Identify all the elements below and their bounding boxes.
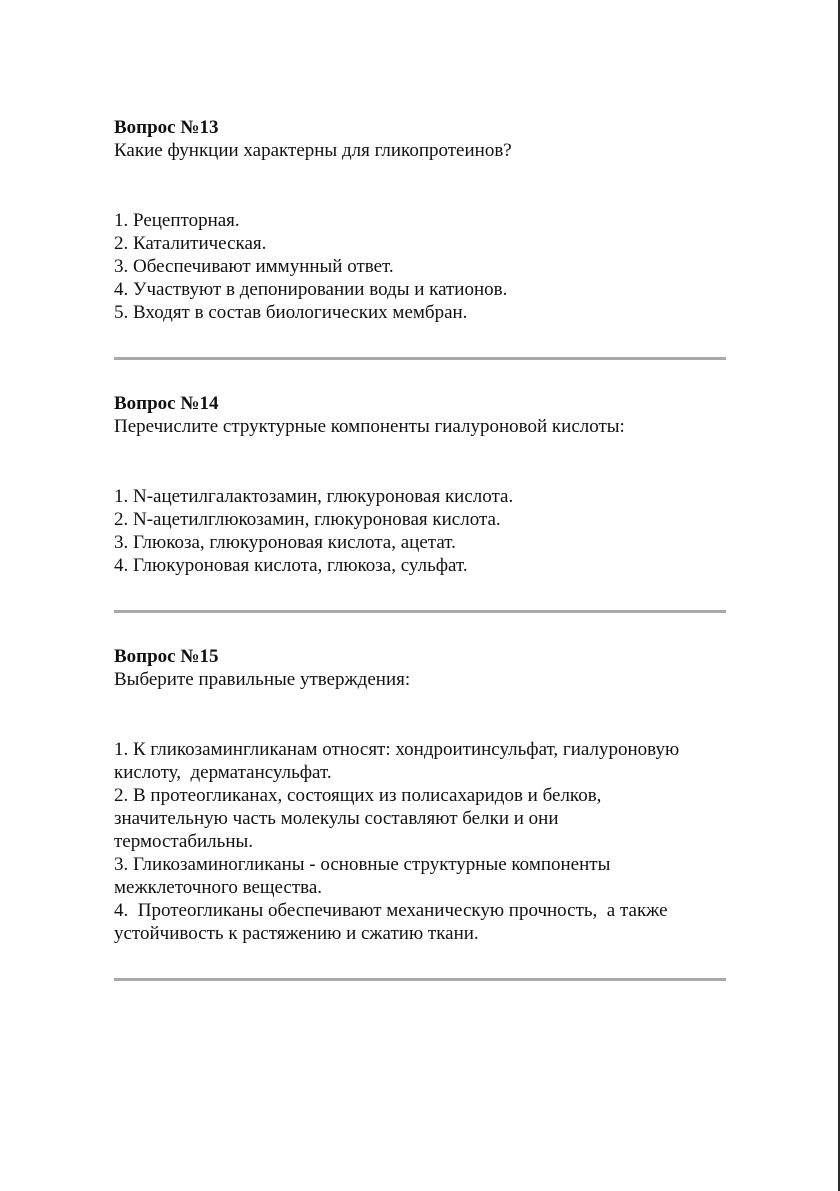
question-title: Вопрос №14: [114, 393, 219, 414]
answer-option: 2. В протеогликанах, состоящих из полисахаридов и белков, значительную часть молекулы составляют белки и они термостабильны.: [114, 785, 602, 852]
question-title: Вопрос №13: [114, 117, 219, 138]
question-title: Вопрос №15: [114, 646, 219, 667]
answer-option: 3. Обеспечивают иммунный ответ.: [114, 256, 394, 277]
answer-list: [114, 738, 726, 945]
question-text: Какие функции характерны для гликопротеинов?: [114, 140, 512, 161]
answer-option: 1. Рецепторная.: [114, 210, 240, 231]
question-14: [114, 392, 726, 577]
question-13: [114, 116, 726, 324]
answer-list: [114, 209, 726, 324]
answer-option: 2. Каталитическая.: [114, 233, 267, 254]
section-divider: [114, 978, 726, 981]
answer-option: 3. Гликозаминогликаны - основные структурные компоненты межклеточного вещества.: [114, 854, 611, 898]
answer-option: 3. Глюкоза, глюкуроновая кислота, ацетат.: [114, 532, 456, 553]
answer-list: [114, 485, 726, 577]
section-divider: [114, 357, 726, 360]
answer-option: 4. Глюкуроновая кислота, глюкоза, сульфат.: [114, 555, 468, 576]
answer-option: 2. N-ацетилглюкозамин, глюкуроновая кислота.: [114, 509, 501, 530]
answer-option: 5. Входят в состав биологических мембран.: [114, 302, 468, 323]
section-divider: [114, 610, 726, 613]
answer-option: 4. Участвуют в депонировании воды и катионов.: [114, 279, 508, 300]
question-15: [114, 645, 726, 945]
question-text: Выберите правильные утверждения:: [114, 669, 411, 690]
answer-option: 4. Протеогликаны обеспечивают механическую прочность, а также устойчивость к растяжению и сжатию ткани.: [114, 900, 668, 944]
question-text: Перечислите структурные компоненты гиалуроновой кислоты:: [114, 416, 625, 437]
answer-option: 1. К гликозамингликанам относят: хондроитинсульфат, гиалуроновую кислоту, дерматансульфат.: [114, 739, 680, 783]
answer-option: 1. N-ацетилгалактозамин, глюкуроновая кислота.: [114, 486, 514, 507]
